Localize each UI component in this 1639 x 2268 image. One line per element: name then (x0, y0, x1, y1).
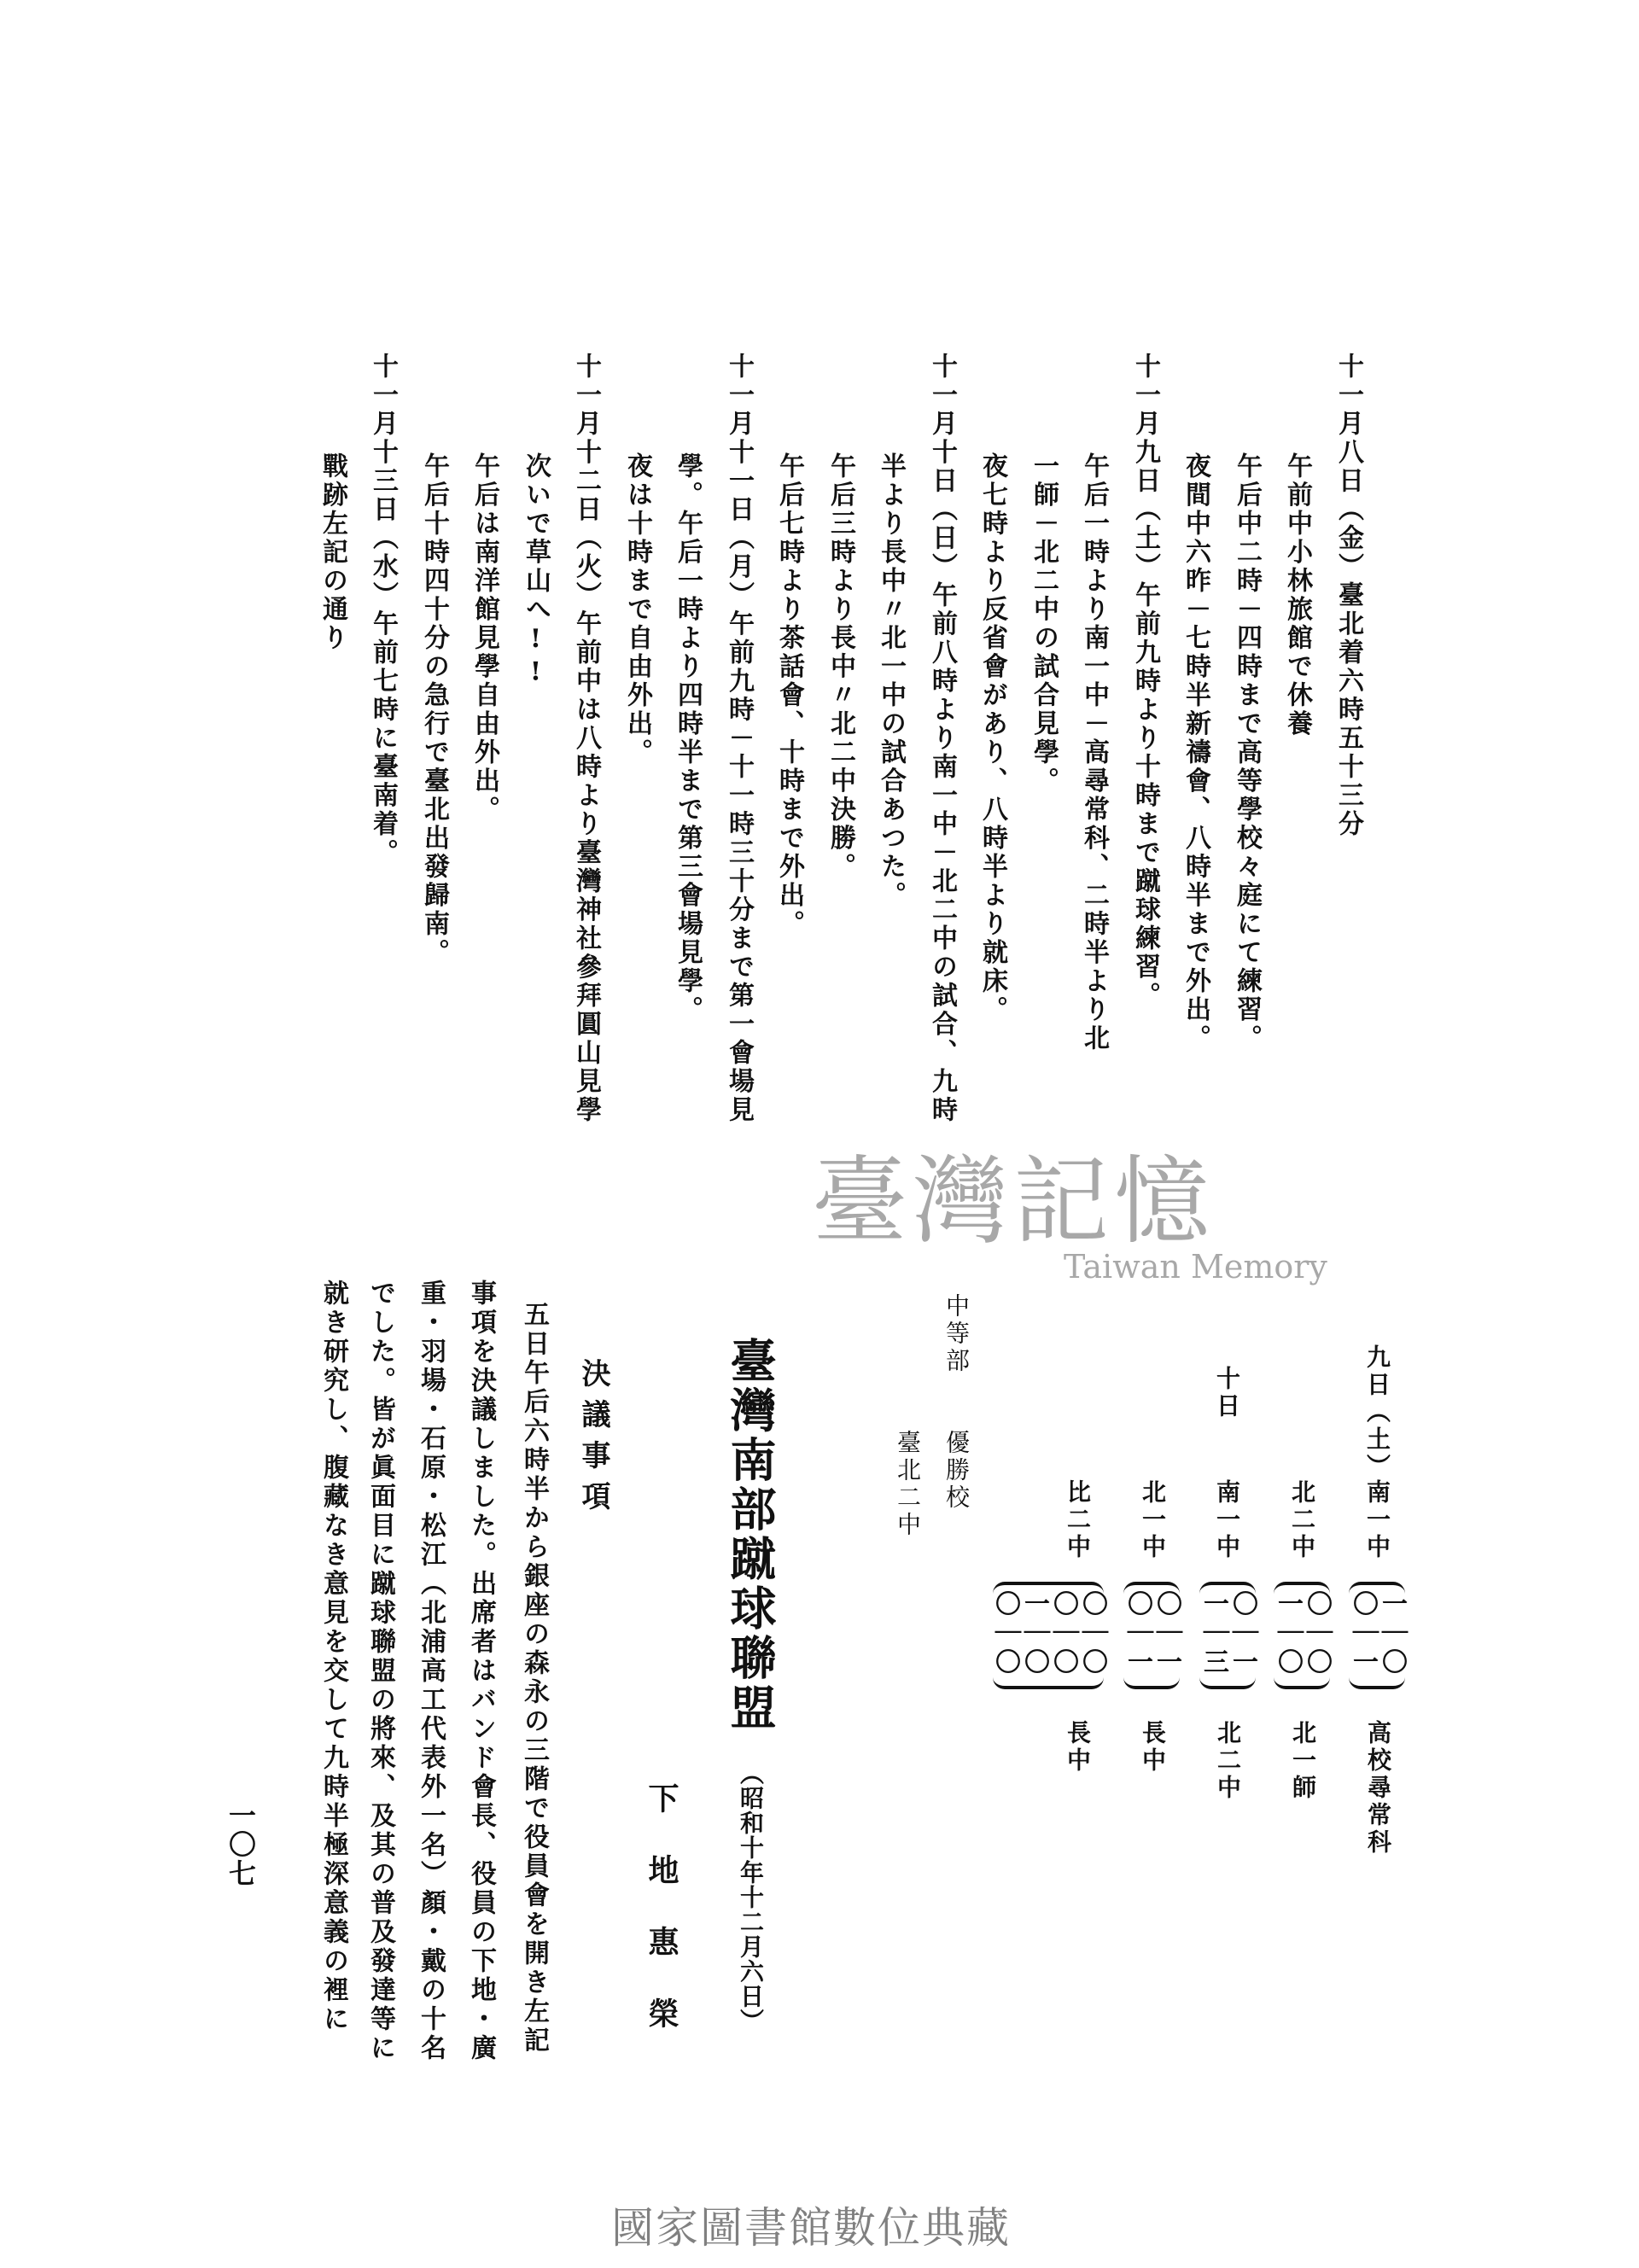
article-date: （昭和十年十二月六日） (737, 1761, 765, 2033)
match-team: 比二中 (1064, 1479, 1092, 1561)
score-half: 〇｜一 (1123, 1590, 1152, 1677)
article-paragraph-line: 五日午后六時半から銀座の森永の三階で役員會を開き左記 (519, 1301, 549, 2055)
match-score (1349, 1582, 1405, 1689)
diary-line: 半より長中〃北一中の試合あつた。 (876, 452, 906, 910)
diary-line: 午后十時四十分の急行で臺北出發歸南。 (419, 452, 449, 967)
score-half: 〇｜一 (1228, 1590, 1257, 1677)
match-day-label: 十日 (1213, 1366, 1241, 1420)
score-half: 〇｜〇 (1302, 1590, 1332, 1677)
diary-line: 夜間中六昨－七時半新禱會、八時半まで外出。 (1181, 452, 1210, 1053)
section-heading: 決議事項 (576, 1358, 610, 1522)
diary-date-line: 十一月九日（土）午前九時より十時まで蹴球練習。 (1130, 353, 1160, 1011)
diary-date-line: 十一月十二日（火）午前中は八時より臺灣神社參拜圓山見學 (571, 353, 601, 1125)
match-opponent: 長中 (1139, 1720, 1167, 1775)
match-score (1199, 1582, 1256, 1689)
match-team: 南一中 (1363, 1479, 1391, 1561)
diary-date-line: 十一月八日（金）臺北着六時五十三分 (1333, 353, 1363, 839)
match-score (1123, 1582, 1180, 1689)
diary-line: 戰跡左記の通り (318, 452, 347, 653)
article-author: 下地惠榮 (644, 1782, 680, 2069)
match-opponent: 北一師 (1289, 1720, 1317, 1802)
diary-date-line: 十一月十一日（月）午前九時－十一時三十分まで第一會場見 (724, 353, 754, 1125)
diary-line: 午前中小林旅館で休養 (1282, 452, 1312, 738)
score-period: 〇｜〇 (1048, 1590, 1078, 1677)
diary-line: 夜七時より反省會があり、八時半より就床。 (977, 452, 1007, 1024)
article-paragraph-line: 事項を決議しました。出席者はバンド會長、役員の下地・廣 (466, 1280, 496, 2063)
score-half: 一｜三 (1199, 1590, 1228, 1677)
diary-line: 夜は十時まで自由外出。 (622, 452, 652, 767)
match-opponent: 高校尋常科 (1364, 1720, 1392, 1857)
score-half: 一｜〇 (1273, 1590, 1303, 1677)
score-half: 〇｜一 (1348, 1590, 1378, 1677)
match-opponent: 長中 (1064, 1720, 1092, 1775)
diary-line: 午后は南洋館見學自由外出。 (470, 452, 499, 825)
diary-line: 一師－北二中の試合見學。 (1029, 452, 1059, 796)
diary-line: 學。午后一時より四時半まで第三會場見學。 (673, 452, 703, 1024)
diary-line: 午后七時より茶話會、十時まで外出。 (774, 452, 804, 939)
match-team: 南一中 (1213, 1479, 1241, 1561)
diary-date-line: 十一月十日（日）午前八時より南一中－北二中の試合、九時 (927, 353, 957, 1125)
diary-line: 午后一時より南一中－高尋常科、二時半より北 (1079, 452, 1109, 1053)
article-title: 臺灣南部蹴球聯盟 (723, 1337, 778, 1733)
match-team: 北一中 (1139, 1479, 1167, 1561)
score-period: 一｜〇 (1019, 1590, 1049, 1677)
article-paragraph-line: 就き研究し、腹藏なき意見を交して九時半極深意義の裡に (318, 1280, 348, 2034)
diary-line: 午后中二時－四時まで高等學校々庭にて練習。 (1232, 452, 1262, 1053)
diary-date-line: 十一月十三日（水）午前七時に臺南着。 (368, 353, 398, 867)
match-day-label: 九日（土） (1363, 1344, 1391, 1481)
score-period: 〇｜〇 (1077, 1590, 1107, 1677)
division-label: 中等部 (942, 1293, 971, 1375)
article-paragraph-line: でした。皆が眞面目に蹴球聯盟の將來、及其の普及發達等に (365, 1280, 395, 2063)
match-score (1274, 1582, 1330, 1689)
match-team: 北二中 (1288, 1479, 1316, 1561)
match-score (990, 1582, 1107, 1689)
score-half: 一｜〇 (1377, 1590, 1407, 1677)
diary-line: 次いで草山へ!! (521, 452, 551, 690)
article-paragraph-line: 重・羽場・石原・松江（北浦高工代表外一名）顏・戴の十名 (416, 1280, 446, 2063)
score-period: 〇｜〇 (990, 1590, 1020, 1677)
footer-archive-label: 國家圖書館數位典藏 (611, 2203, 1011, 2253)
watermark-logo-latin: Taiwan Memory (1064, 1248, 1327, 1286)
page-number: 一〇七 (225, 1801, 257, 1888)
watermark-logo: 臺灣記憶 (812, 1146, 1215, 1257)
score-half: 〇｜一 (1152, 1590, 1181, 1677)
match-opponent: 北二中 (1214, 1720, 1242, 1802)
champion-label: 優勝校 (942, 1430, 971, 1512)
diary-line: 午后三時より長中〃北二中決勝。 (825, 452, 855, 882)
champion-team: 臺北二中 (894, 1430, 922, 1539)
